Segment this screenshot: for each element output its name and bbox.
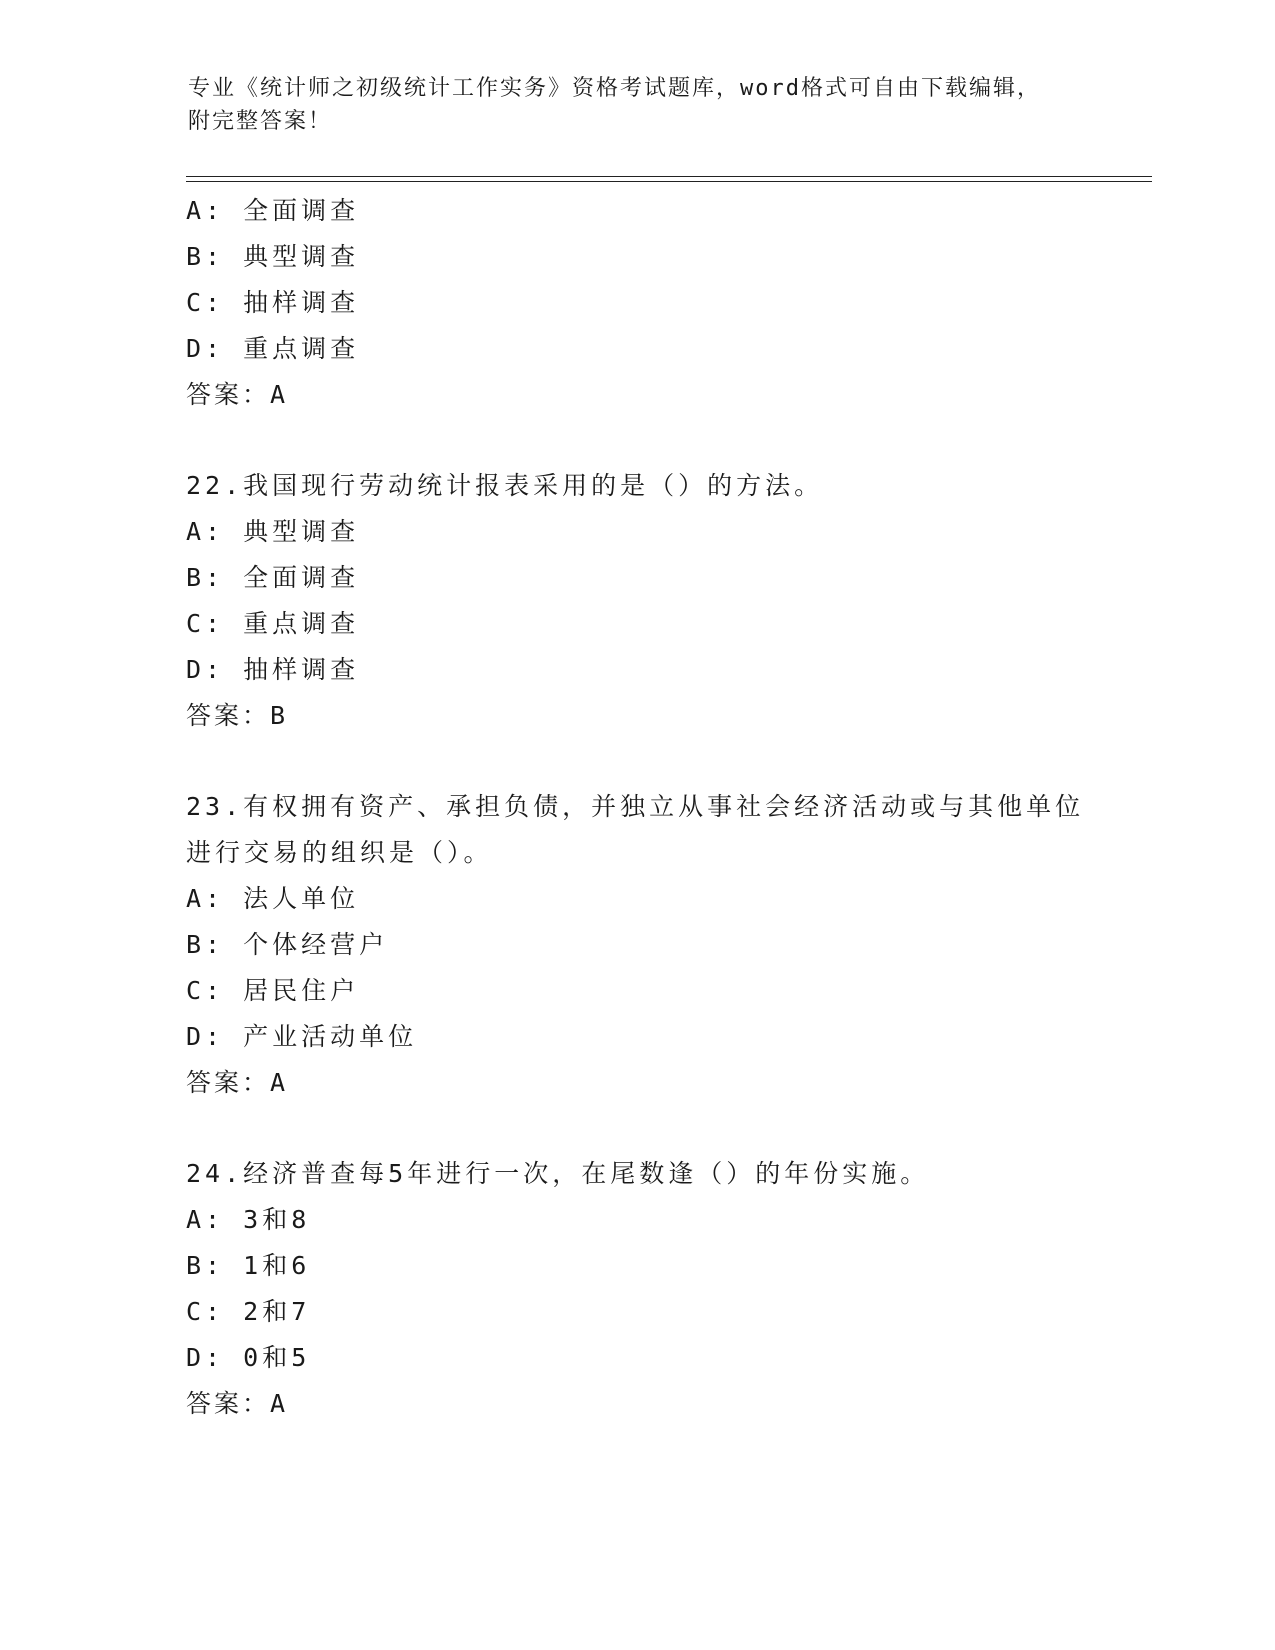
option-c: C: 2和7 [186,1297,311,1326]
question-stem-line-1: 23.有权拥有资产、承担负债，并独立从事社会经济活动或与其他单位 [186,792,1085,821]
option-c: C: 重点调查 [186,609,360,638]
option-d: D: 0和5 [186,1343,311,1372]
question-21 [186,188,1086,418]
question-23 [186,784,1086,1106]
document-header [188,72,1088,138]
question-stem-line-2: 进行交易的组织是（）。 [186,838,493,867]
option-d: D: 产业活动单位 [186,1022,418,1051]
option-b: B: 个体经营户 [186,930,389,959]
answer-line [186,693,1086,739]
option-d: D: 重点调查 [186,334,360,363]
question-stem: 22.我国现行劳动统计报表采用的是（）的方法。 [186,471,824,500]
option-b: B: 1和6 [186,1251,311,1280]
answer-line [186,1060,1086,1106]
spacer [186,418,1086,463]
option-c: C: 抽样调查 [186,288,360,317]
option-c: C: 居民住户 [186,976,360,1005]
header-line-1: 专业《统计师之初级统计工作实务》资格考试题库，word格式可自由下载编辑， [188,76,1041,101]
option-b: B: 典型调查 [186,242,360,271]
header-divider-top [186,176,1152,177]
header-divider-bottom [186,181,1152,182]
option-d: D: 抽样调查 [186,655,360,684]
answer-line [186,1381,1086,1427]
option-a: A: 全面调查 [186,196,360,225]
answer-value: A [270,1389,289,1418]
answer-label: 答案： [186,1069,271,1097]
answer-label: 答案： [186,381,271,409]
answer-label: 答案： [186,1390,271,1418]
header-line-2: 附完整答案！ [188,109,333,134]
answer-line [186,372,1086,418]
question-list [186,188,1086,1427]
answer-value: B [270,701,289,730]
answer-value: A [270,380,289,409]
option-a: A: 3和8 [186,1205,311,1234]
option-a: A: 法人单位 [186,884,360,913]
spacer [186,739,1086,784]
question-stem: 24.经济普查每5年进行一次，在尾数逢（）的年份实施。 [186,1159,930,1188]
question-24 [186,1151,1086,1427]
question-22 [186,463,1086,739]
spacer [186,1106,1086,1151]
answer-label: 答案： [186,702,271,730]
option-b: B: 全面调查 [186,563,360,592]
option-a: A: 典型调查 [186,517,360,546]
answer-value: A [270,1068,289,1097]
